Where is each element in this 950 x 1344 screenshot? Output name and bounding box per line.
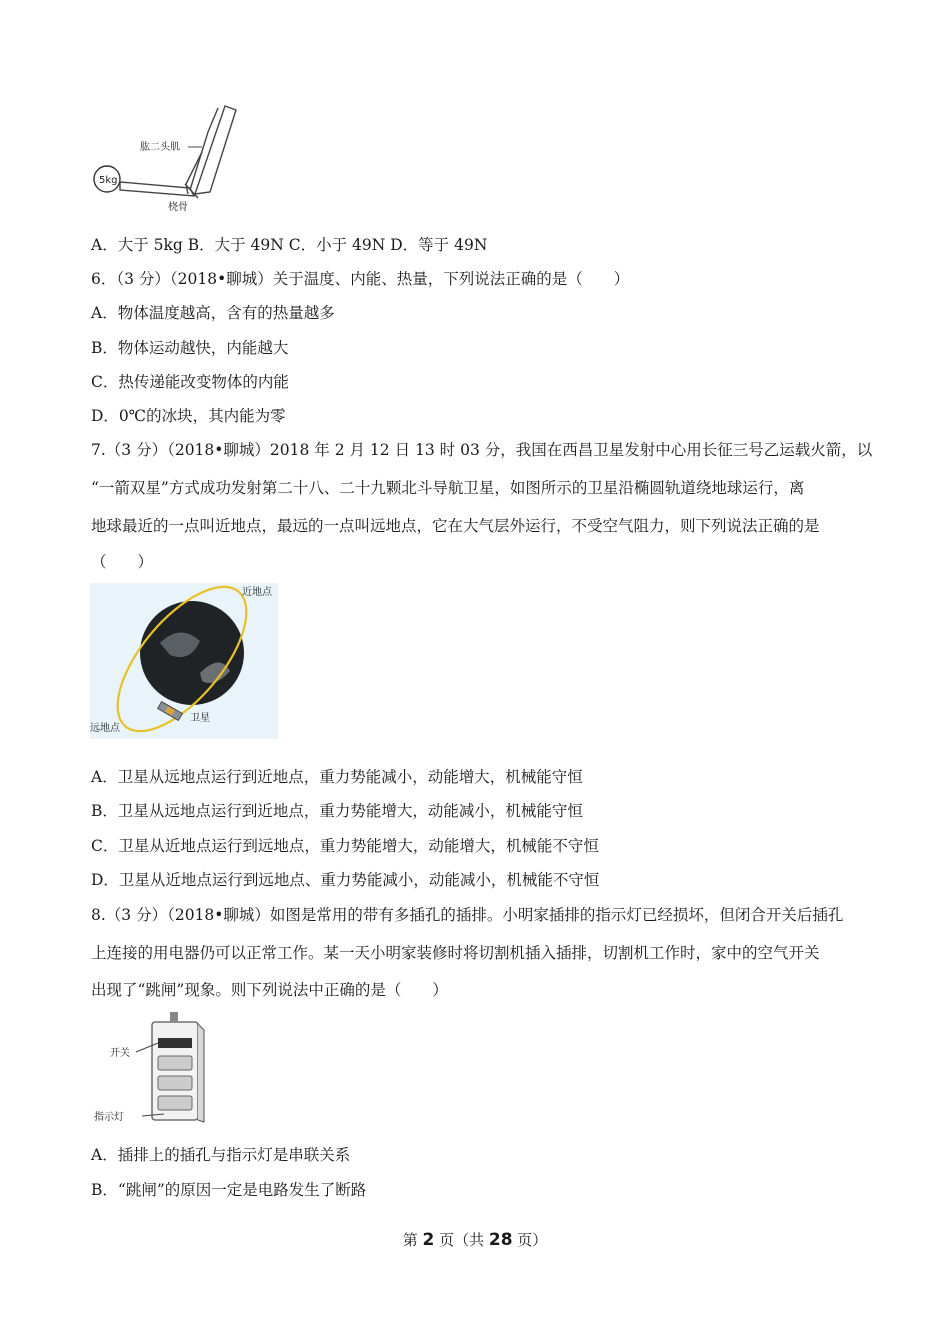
q5-options: A．大于 5kg B．大于 49N C．小于 49N D．等于 49N xyxy=(91,236,488,254)
footer-prefix: 第 xyxy=(402,1231,423,1249)
q6-option-a: A．物体温度越高，含有的热量越多 xyxy=(91,304,335,322)
q7-stem-line-1: 7.（3 分）（2018•聊城）2018 年 2 月 12 日 13 时 03 分，我国在西昌卫星发射中心用长征三号乙运载火箭，以 xyxy=(91,441,873,459)
footer-suffix: 页） xyxy=(512,1231,548,1249)
arm-muscle-figure xyxy=(90,102,240,216)
weight-label: 5kg xyxy=(99,175,118,186)
q8-option-a: A．插排上的插孔与指示灯是串联关系 xyxy=(91,1146,351,1164)
q7-stem-line-4: （ ） xyxy=(91,553,154,571)
apogee-label: 远地点 xyxy=(90,723,120,734)
switch-label: 开关 xyxy=(110,1048,130,1059)
page-number: 2 xyxy=(422,1230,435,1250)
q8-stem-line-3: 出现了“跳闸”现象。则下列说法中正确的是（ ） xyxy=(91,981,448,999)
satellite-orbit-figure xyxy=(90,583,278,739)
perigee-label: 近地点 xyxy=(242,587,272,598)
q7-stem-line-3: 地球最近的一点叫近地点，最远的一点叫远地点，它在大气层外运行，不受空气阻力，则下列说法正确的是 xyxy=(91,517,820,535)
q8-option-b: B．“跳闸”的原因一定是电路发生了断路 xyxy=(91,1181,367,1199)
bone-label: 桡骨 xyxy=(168,202,188,213)
muscle-label: 肱二头肌 xyxy=(140,142,180,153)
q6-option-b: B．物体运动越快，内能越大 xyxy=(91,339,289,357)
q7-option-b: B．卫星从远地点运行到近地点，重力势能增大，动能减小，机械能守恒 xyxy=(91,802,583,820)
indicator-label: 指示灯 xyxy=(94,1112,124,1123)
satellite-label: 卫星 xyxy=(190,713,210,724)
power-strip-figure xyxy=(92,1012,212,1128)
q7-option-a: A．卫星从远地点运行到近地点，重力势能减小，动能增大，机械能守恒 xyxy=(91,768,583,786)
q8-stem-line-1: 8.（3 分）（2018•聊城）如图是常用的带有多插孔的插排。小明家插排的指示灯已经损坏，但闭合开关后插孔 xyxy=(91,906,844,924)
q6-option-d: D．0℃的冰块，其内能为零 xyxy=(91,407,286,425)
q7-stem-line-2: “一箭双星”方式成功发射第二十八、二十九颗北斗导航卫星，如图所示的卫星沿椭圆轨道绕地球运行，离 xyxy=(91,479,805,497)
q7-option-c: C．卫星从近地点运行到远地点，重力势能增大，动能增大，机械能不守恒 xyxy=(91,837,599,855)
q8-stem-line-2: 上连接的用电器仍可以正常工作。某一天小明家装修时将切割机插入插排，切割机工作时，家中的空气开关 xyxy=(91,944,820,962)
q6-option-c: C．热传递能改变物体的内能 xyxy=(91,373,289,391)
footer-middle: 页（共 xyxy=(434,1231,489,1249)
page-footer xyxy=(0,1229,950,1250)
q6-stem: 6．（3 分）（2018•聊城）关于温度、内能、热量，下列说法正确的是（ ） xyxy=(91,270,630,288)
total-pages: 28 xyxy=(488,1230,513,1250)
q7-option-d: D．卫星从近地点运行到远地点、重力势能减小，动能减小，机械能不守恒 xyxy=(91,871,600,889)
